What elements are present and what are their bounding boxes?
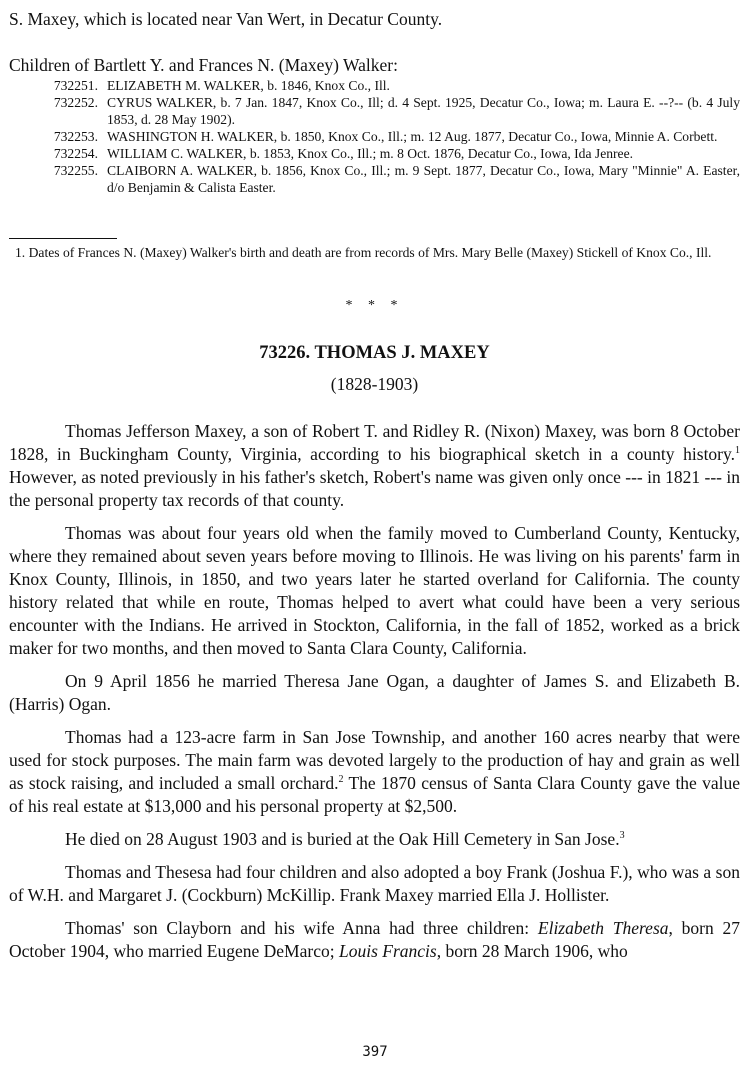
child-text: ELIZABETH M. WALKER, b. 1846, Knox Co., Ill.: [107, 78, 390, 93]
children-heading: Children of Bartlett Y. and Frances N. (Maxey) Walker:: [9, 55, 398, 75]
paragraph: [9, 828, 740, 851]
text-run: Thomas' son Clayborn and his wife Anna had three children:: [65, 918, 538, 938]
section-title: 73226. THOMAS J. MAXEY: [259, 343, 490, 363]
child-entry: [9, 145, 740, 162]
footnote-ref: 2: [338, 774, 344, 786]
child-name-italic: Louis Francis: [338, 941, 437, 961]
child-number: 732253.: [53, 129, 98, 144]
child-text: CLAIBORN A. WALKER, b. 1856, Knox Co., Ill.; m. 9 Sept. 1877, Decatur Co., Iowa, Mary "Minnie" A. Easter, d/o Benjamin & Calista Easter.: [107, 163, 740, 195]
child-name-italic: Elizabeth Theresa: [537, 918, 669, 938]
text-run: , born 28 March 1906, who: [436, 941, 628, 961]
child-text: WASHINGTON H. WALKER, b. 1850, Knox Co., Ill.; m. 12 Aug. 1877, Decatur Co., Iowa, Minnie A. Corbett.: [107, 129, 718, 144]
section-body: [9, 420, 740, 973]
child-text: CYRUS WALKER, b. 7 Jan. 1847, Knox Co., Ill; d. 4 Sept. 1925, Decatur Co., Iowa; m. Laura E. --?-- (b. 4 July 1853, d. 28 May 1902).: [107, 95, 740, 127]
child-number: 732255.: [53, 163, 98, 178]
footnote-ref: 1: [735, 445, 740, 457]
child-entry: [9, 77, 740, 94]
paragraph: On 9 April 1856 he married Theresa Jane Ogan, a daughter of James S. and Elizabeth B. (Harris) Ogan.: [9, 671, 740, 714]
child-text: WILLIAM C. WALKER, b. 1853, Knox Co., Ill.; m. 8 Oct. 1876, Decatur Co., Iowa, Ida Jenree.: [107, 146, 634, 161]
paragraph: Thomas and Thesesa had four children and also adopted a boy Frank (Joshua F.), who was a son of W.H. and Margaret J. (Cockburn) McKillip. Frank Maxey married Ella J. Hollister.: [9, 862, 740, 905]
child-number: 732251.: [53, 78, 98, 93]
child-entry: [9, 94, 740, 128]
section-separator: * * *: [345, 298, 404, 313]
child-number: 732254.: [53, 146, 98, 161]
footnote-ref: 3: [619, 830, 625, 842]
footnote: 1. Dates of Frances N. (Maxey) Walker's birth and death are from records of Mrs. Mary Belle (Maxey) Stickell of Knox Co., Ill.: [15, 245, 712, 260]
page-number: 397: [362, 1044, 388, 1060]
text-run: He died on 28 August 1903 and is buried at the Oak Hill Cemetery in San Jose.: [65, 829, 620, 849]
paragraph: Thomas was about four years old when the family moved to Cumberland County, Kentucky, where they remained about seven years before moving to Illinois. He was living on his parents' farm in Knox County, Illinois, in 1850, and two years later he started overland for California. The county history related that while en route, Thomas helped to avert what could have been a very serious encounter with the Indians. He arrived in Stockton, California, in the fall of 1852, worked as a brick maker for two months, and then moved to Santa Clara County, California.: [9, 523, 740, 658]
paragraph: [9, 420, 740, 512]
paragraph: [9, 726, 740, 818]
text-run: Thomas Jefferson Maxey, a son of Robert T. and Ridley R. (Nixon) Maxey, was born 8 October 1828, in Buckingham County, Virginia, according to his biographical sketch in a county history.: [9, 421, 740, 464]
text-run: Thomas had a 123-acre farm in San Jose Township, and another 160 acres nearby that were used for stock purposes. The main farm was devoted largely to the production of hay and grain as well as stock raising, and included a small orchard.: [9, 727, 740, 793]
child-entry: [9, 162, 740, 196]
child-number: 732252.: [53, 95, 98, 110]
footnote-divider: [9, 238, 117, 239]
child-entry: [9, 128, 740, 145]
section-dates: (1828-1903): [330, 374, 419, 394]
text-run: However, as noted previously in his father's sketch, Robert's name was given only once --- in 1821 --- in the personal property tax records of that county.: [9, 467, 740, 510]
children-list: [9, 77, 740, 196]
text-run: The 1870 census of Santa Clara County gave the value of his real estate at $13,000 and his personal property at $2,500.: [9, 773, 740, 816]
paragraph: [9, 917, 740, 963]
intro-line: S. Maxey, which is located near Van Wert, in Decatur County.: [9, 9, 443, 29]
text-run: , born 27 October 1904, who married Eugene DeMarco;: [9, 918, 741, 961]
